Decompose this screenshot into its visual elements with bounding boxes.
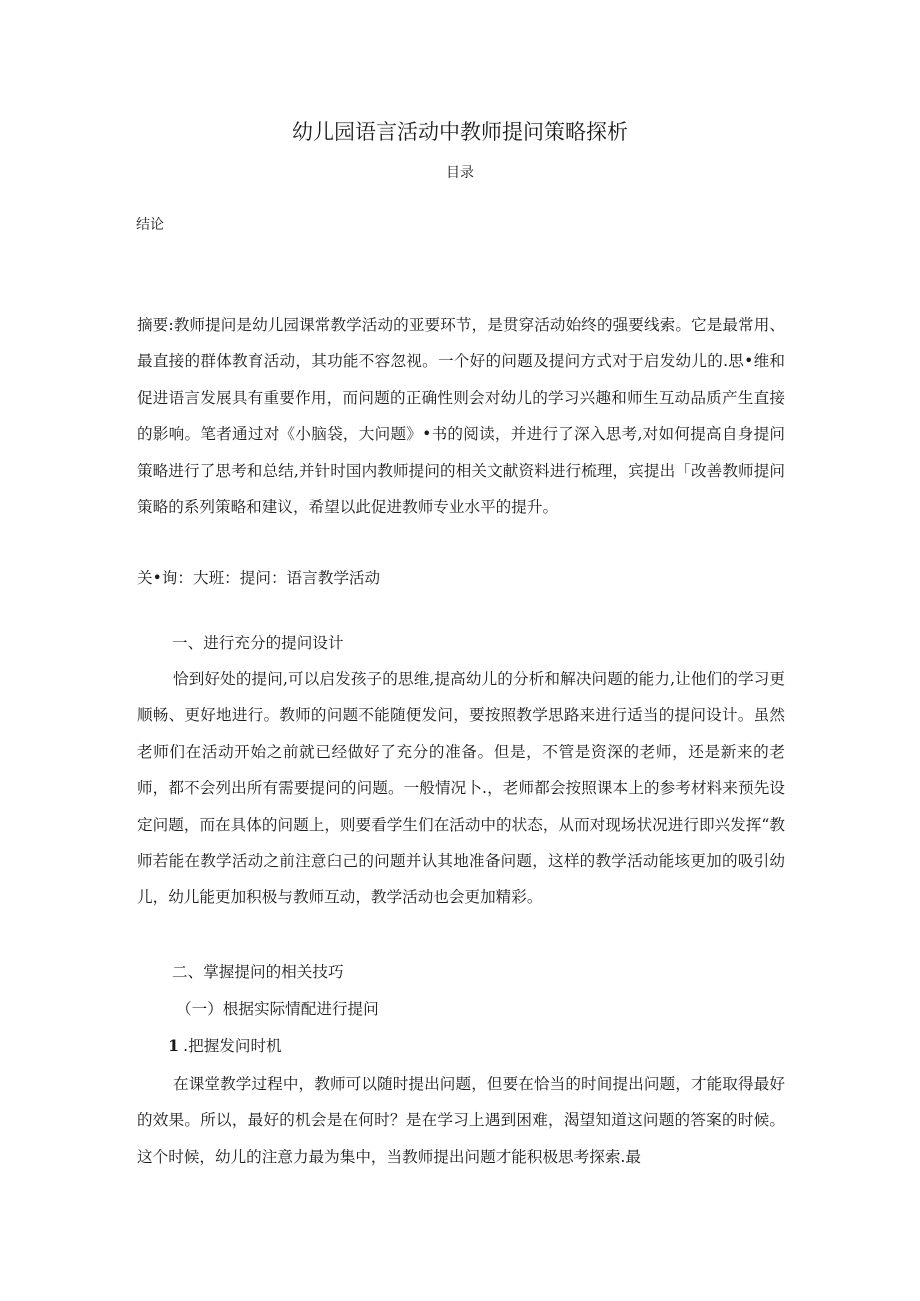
item-1-heading xyxy=(168,1028,282,1064)
table-of-contents-heading: 目录 xyxy=(446,165,474,181)
item-1-title: .把握发问时机 xyxy=(183,1037,282,1055)
document-title: 幼儿园语言活动中教师提问策略探析 xyxy=(292,120,628,144)
section-1-heading: 一、进行充分的提问设计 xyxy=(172,634,344,652)
item-1-number: 1 xyxy=(168,1036,180,1055)
section-1-body: 恰到好处的提问,可以启发孩子的思维,提高幼儿的分析和解决问题的能力,让他们的学习更顺畅、更好地进行。教师的问题不能随便发问，要按照教学思路来进行适当的提问设计。虽然老师们在活动开始之前就已经做好了充分的准备。但是，不管是资深的老师，还是新来的老师，都不会列出所有需要提问的问题。一般情况卜.，老师都会按照课本上的参考材料来预先设定问题，而在具体的问题上，则要看学生们在活动中的状态，从而对现场状况进行即兴发挥“教师若能在教学活动之前注意臼己的问题并认其地准备问题，这样的教学活动能垓更加的吸引幼儿，幼儿能更加积极与教师互动，教学活动也会更加精彩。 xyxy=(137,670,785,907)
subsection-1-heading: （一）根据实际情配进行提问 xyxy=(176,1000,379,1018)
abstract-paragraph: 摘要:教师提问是幼儿园课常教学活动的亚要环节，是贯穿活动始终的强要线索。它是最常用、最直接的群体教育活动，其功能不容忽视。一个好的问题及提问方式对于启发幼儿的.思•维和促进语言发展具有重要作用，而问题的正确性则会对幼儿的学习兴趣和师生互动品质产生直接的影响。笔者通过对《小脑袋，大问题》•书的阅读，并进行了深入思考,对如何提高自身提问策略进行了思考和总结,并针时国内教师提问的相关文献资料进行梳理，宾提出「改善教师提问策略的系列策略和建议，希望以此促进教师专业水平的提升。 xyxy=(137,316,785,517)
item-1-body: 在课堂教学过程中，教师可以随时提出问题，但要在恰当的时间提出问题，才能取得最好的效果。所以，最好的机会是在何时？是在学习上遇到困难，渴望知道这问题的答案的时候。这个时候，幼儿的注意力最为集中，当教师提出问题才能积极思考探索.最 xyxy=(137,1075,785,1166)
section-2-heading: 二、掌握提问的相关技巧 xyxy=(172,963,344,981)
keywords-line: 关•询：大班：提问：语言教学活动 xyxy=(137,569,381,587)
conclusion-heading: 结论 xyxy=(136,217,164,233)
